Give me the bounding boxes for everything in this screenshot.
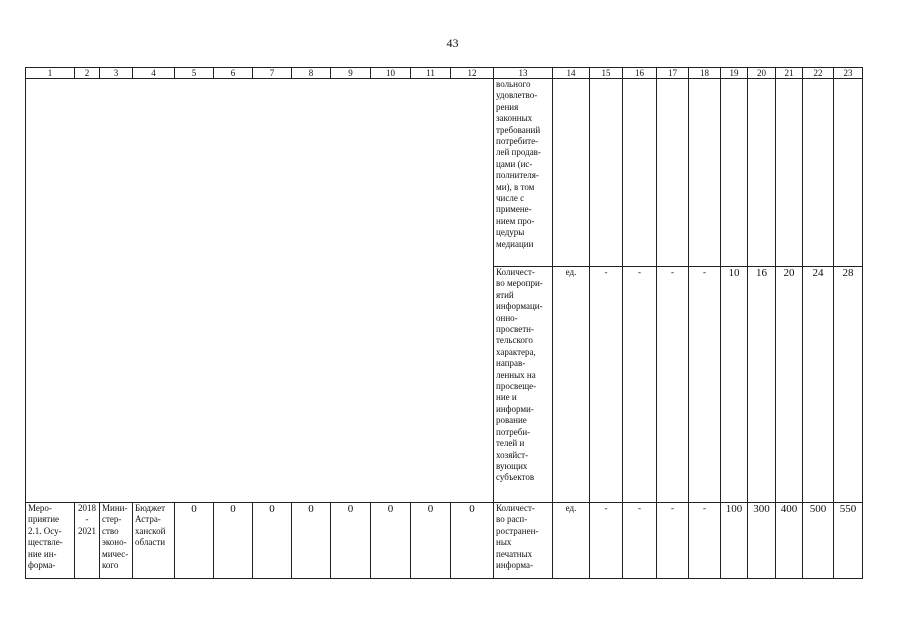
value-cell: 20 bbox=[776, 267, 803, 503]
value-cell: - bbox=[689, 267, 721, 503]
indicator-line: вующих bbox=[496, 460, 528, 471]
empty-cell bbox=[657, 79, 689, 267]
activity-line: форма- bbox=[28, 560, 56, 571]
value-cell: 10 bbox=[721, 267, 748, 503]
value-cell: 400 bbox=[776, 503, 803, 579]
funding-line: Бюджет bbox=[135, 503, 166, 513]
column-number-cell: 15 bbox=[590, 68, 623, 79]
executor-cell bbox=[100, 503, 133, 579]
indicator-text-cell bbox=[494, 503, 553, 579]
column-number-cell: 17 bbox=[657, 68, 689, 79]
value-cell: 28 bbox=[834, 267, 863, 503]
value-cell: - bbox=[623, 267, 657, 503]
column-number-cell: 21 bbox=[776, 68, 803, 79]
column-number-cell: 7 bbox=[253, 68, 292, 79]
column-number-cell: 13 bbox=[494, 68, 553, 79]
indicator-line: примене- bbox=[496, 204, 532, 215]
indicator-line: потребите- bbox=[496, 136, 539, 147]
indicator-line: ных bbox=[496, 537, 512, 548]
indicator-line: субъектов bbox=[496, 472, 535, 483]
indicator-line: рование bbox=[496, 415, 527, 426]
column-number-cell: 20 bbox=[748, 68, 776, 79]
value-cell: 0 bbox=[253, 503, 292, 579]
column-number-cell: 1 bbox=[26, 68, 75, 79]
indicator-text-cell bbox=[494, 79, 553, 267]
indicator-line: характера, bbox=[496, 346, 536, 357]
value-cell: - bbox=[590, 267, 623, 503]
column-number-cell: 4 bbox=[133, 68, 175, 79]
activity-line: Меро- bbox=[28, 503, 52, 513]
document-table bbox=[25, 67, 863, 579]
empty-cell bbox=[553, 79, 590, 267]
indicator-line: печатных bbox=[496, 548, 533, 559]
column-number-cell: 16 bbox=[623, 68, 657, 79]
column-number-cell: 10 bbox=[371, 68, 411, 79]
empty-cell bbox=[721, 79, 748, 267]
empty-cell bbox=[803, 79, 834, 267]
indicator-line: нием про- bbox=[496, 215, 535, 226]
indicator-line: лей продав- bbox=[496, 147, 541, 158]
indicator-line: информа- bbox=[496, 560, 533, 571]
value-cell: 0 bbox=[371, 503, 411, 579]
period-cell bbox=[75, 503, 100, 579]
empty-cell bbox=[590, 79, 623, 267]
value-cell: 0 bbox=[175, 503, 214, 579]
value-cell: 100 bbox=[721, 503, 748, 579]
indicator-line: числе с bbox=[496, 193, 525, 204]
indicator-line: требований bbox=[496, 124, 541, 135]
funding-line: Астра- bbox=[135, 514, 161, 525]
column-number-cell: 8 bbox=[292, 68, 331, 79]
indicator-line: информаци- bbox=[496, 301, 543, 312]
column-number-cell: 23 bbox=[834, 68, 863, 79]
empty-cell bbox=[748, 79, 776, 267]
value-cell: - bbox=[657, 503, 689, 579]
indicator-line: ние и bbox=[496, 392, 517, 403]
indicator-line: направ- bbox=[496, 358, 526, 369]
activity-name-cell bbox=[26, 503, 75, 579]
blank-merged-cell bbox=[26, 79, 494, 503]
indicator-line: Количест- bbox=[496, 503, 535, 513]
value-cell: 0 bbox=[331, 503, 371, 579]
indicator-line: во расп- bbox=[496, 514, 528, 525]
value-cell: 16 bbox=[748, 267, 776, 503]
indicator-line: онно- bbox=[496, 312, 518, 323]
column-number-cell: 12 bbox=[451, 68, 494, 79]
executor-line: мичес- bbox=[102, 548, 129, 559]
executor-line: кого bbox=[102, 560, 119, 571]
indicator-line: вольного bbox=[496, 79, 531, 89]
indicator-line: цедуры bbox=[496, 227, 525, 238]
indicator-line: информи- bbox=[496, 403, 534, 414]
activity-line: ществле- bbox=[28, 537, 63, 548]
indicator-line: хозяйст- bbox=[496, 449, 529, 460]
column-number-row bbox=[26, 68, 863, 79]
column-number-cell: 11 bbox=[411, 68, 451, 79]
value-cell: - bbox=[689, 503, 721, 579]
column-number-cell: 5 bbox=[175, 68, 214, 79]
value-cell: - bbox=[590, 503, 623, 579]
value-cell: 550 bbox=[834, 503, 863, 579]
column-number-cell: 6 bbox=[214, 68, 253, 79]
value-cell: - bbox=[623, 503, 657, 579]
page-number: 43 bbox=[446, 36, 459, 50]
activity-line: ние ин- bbox=[28, 548, 57, 559]
indicator-line: во меропри- bbox=[496, 278, 543, 289]
value-cell: 0 bbox=[411, 503, 451, 579]
indicator-line: рения bbox=[496, 101, 519, 112]
value-cell: 0 bbox=[292, 503, 331, 579]
period-line: - bbox=[85, 514, 89, 525]
indicator-line: Количест- bbox=[496, 267, 535, 277]
indicator-line: ространен- bbox=[496, 525, 539, 536]
activity-line: 2.1. Осу- bbox=[28, 525, 62, 536]
indicator-line: просвеще- bbox=[496, 381, 537, 392]
indicator-line: удовлетво- bbox=[496, 90, 538, 101]
funding-line: ханской bbox=[135, 525, 166, 536]
table-row bbox=[26, 503, 863, 579]
executor-line: стер- bbox=[102, 514, 122, 525]
indicator-line: цами (ис- bbox=[496, 158, 533, 169]
indicator-text-cell bbox=[494, 267, 553, 503]
column-number-cell: 18 bbox=[689, 68, 721, 79]
indicator-line: медиации bbox=[496, 238, 534, 249]
empty-cell bbox=[834, 79, 863, 267]
indicator-line: законных bbox=[496, 113, 533, 124]
empty-cell bbox=[776, 79, 803, 267]
value-cell: 0 bbox=[214, 503, 253, 579]
period-line: 2021 bbox=[78, 525, 96, 536]
column-number-cell: 3 bbox=[100, 68, 133, 79]
funding-line: области bbox=[135, 537, 166, 548]
unit-cell: ед. bbox=[553, 503, 590, 579]
empty-cell bbox=[623, 79, 657, 267]
column-number-cell: 2 bbox=[75, 68, 100, 79]
funding-source-cell bbox=[133, 503, 175, 579]
value-cell: 0 bbox=[451, 503, 494, 579]
indicator-line: ленных на bbox=[496, 369, 536, 380]
column-number-cell: 22 bbox=[803, 68, 834, 79]
column-number-cell: 19 bbox=[721, 68, 748, 79]
indicator-line: ятий bbox=[496, 289, 514, 300]
value-cell: 500 bbox=[803, 503, 834, 579]
executor-line: Мини- bbox=[102, 503, 128, 513]
indicator-line: полнителя- bbox=[496, 170, 539, 181]
value-cell: 24 bbox=[803, 267, 834, 503]
period-line: 2018 bbox=[78, 503, 96, 513]
table-row bbox=[26, 79, 863, 267]
indicator-line: телей и bbox=[496, 438, 525, 449]
unit-cell: ед. bbox=[553, 267, 590, 503]
indicator-line: тельского bbox=[496, 335, 533, 346]
empty-cell bbox=[689, 79, 721, 267]
column-number-cell: 9 bbox=[331, 68, 371, 79]
indicator-line: потреби- bbox=[496, 426, 531, 437]
indicator-line: ми), в том bbox=[496, 181, 535, 192]
value-cell: 300 bbox=[748, 503, 776, 579]
column-number-cell: 14 bbox=[553, 68, 590, 79]
executor-line: эконо- bbox=[102, 537, 127, 548]
value-cell: - bbox=[657, 267, 689, 503]
indicator-line: просветн- bbox=[496, 324, 534, 335]
activity-line: приятие bbox=[28, 514, 60, 525]
executor-line: ство bbox=[102, 525, 119, 536]
